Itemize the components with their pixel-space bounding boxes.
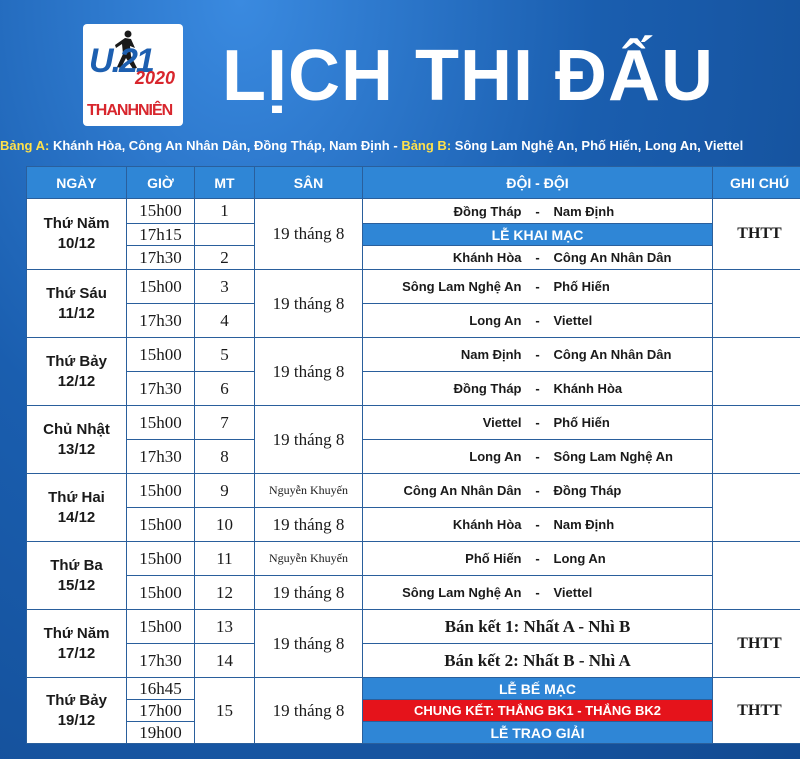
day-name: Thứ Ba [50,556,103,574]
match-cell [363,270,713,304]
table-row [27,338,800,372]
table-row [27,678,800,700]
page-title: LỊCH THI ĐẤU [222,36,714,116]
day-cell [27,199,127,270]
note-cell-empty [713,542,800,610]
day-name: Thứ Năm [43,215,110,232]
group-a-teams: Khánh Hòa, Công An Nhân Dân, Đồng Tháp, Nam Định - [49,138,402,153]
team-away: Viettel [553,585,593,600]
day-cell [27,610,127,678]
team-away: Nam Định [553,203,615,219]
table-row [27,199,800,224]
match-cell [363,576,713,610]
venue-cell: 19 tháng 8 [255,508,363,542]
day-date: 19/12 [57,711,96,729]
match-number: 7 [195,406,255,440]
day-name: Thứ Bảy [46,691,107,709]
match-number: 2 [195,246,255,270]
day-name: Thứ Sáu [46,284,107,302]
match-cell [363,542,713,576]
time-cell: 15h00 [127,508,195,542]
vs-dash: - [535,279,540,294]
header-mt: MT [195,167,255,199]
semifinal-cell: Bán kết 1: Nhất A - Nhì B [363,610,713,644]
match-cell [363,372,713,406]
table-row [27,440,800,474]
time-cell: 17h30 [127,644,195,678]
venue-cell: 19 tháng 8 [255,270,363,338]
table-row [27,722,800,744]
time-cell: 17h00 [127,700,195,722]
table-row [27,576,800,610]
table-row [27,304,800,338]
team-home: Viettel [482,415,522,430]
match-number: 10 [195,508,255,542]
time-cell: 17h30 [127,440,195,474]
table-row [27,700,800,722]
team-home: Long An [469,449,522,464]
day-date: 11/12 [58,304,95,322]
time-cell: 15h00 [127,199,195,224]
match-cell [363,199,713,224]
match-cell [363,304,713,338]
header-gio: GIỜ [127,167,195,199]
team-home: Khánh Hòa [452,250,522,265]
logo-name-text: THANHNIÊN [87,102,173,119]
time-cell: 16h45 [127,678,195,700]
time-cell: 15h00 [127,576,195,610]
table-row [27,644,800,678]
team-away: Công An Nhân Dân [553,347,672,362]
day-date: 15/12 [57,576,96,594]
team-home: Sông Lam Nghệ An [402,279,522,294]
team-home: Nam Định [460,347,522,362]
note-cell-empty [713,474,800,542]
group-a-label: Bảng A: [0,138,50,153]
match-number: 9 [195,474,255,508]
table-row [27,474,800,508]
team-home: Khánh Hòa [452,517,522,532]
time-cell: 17h30 [127,372,195,406]
note-cell-empty [713,406,800,474]
day-name: Thứ Năm [43,624,110,642]
time-cell: 17h15 [127,224,195,246]
vs-dash: - [535,313,540,328]
venue-cell: 19 tháng 8 [255,406,363,474]
note-cell: THTT [713,610,800,678]
match-cell [363,474,713,508]
table-row [27,224,800,246]
vs-dash: - [535,347,540,362]
match-number [195,224,255,246]
note-cell: THTT [713,199,800,270]
vs-dash: - [535,415,540,430]
vs-dash: - [535,203,540,219]
match-number: 3 [195,270,255,304]
time-cell: 15h00 [127,338,195,372]
venue-cell: 19 tháng 8 [255,678,363,744]
match-cell [363,406,713,440]
day-date: 13/12 [57,440,96,458]
team-away: Sông Lam Nghệ An [553,449,673,464]
match-number: 4 [195,304,255,338]
day-cell [27,474,127,542]
group-b-teams: Sông Lam Nghệ An, Phố Hiến, Long An, Viettel [451,138,744,153]
vs-dash: - [535,381,540,396]
time-cell: 17h30 [127,246,195,270]
match-cell [363,246,713,270]
day-date: 14/12 [57,508,96,526]
note-cell-empty [713,270,800,338]
day-name: Thứ Hai [48,488,105,506]
day-date: 17/12 [57,644,96,662]
team-home: Đồng Tháp [453,381,522,396]
venue-cell: Nguyễn Khuyến [255,474,363,508]
match-cell [363,338,713,372]
u21-logo [83,24,183,126]
match-number: 8 [195,440,255,474]
opening-ceremony-band: LỄ KHAI MẠC [363,224,713,246]
vs-dash: - [535,449,540,464]
venue-cell: 19 tháng 8 [255,338,363,406]
table-row [27,270,800,304]
team-away: Nam Định [553,517,615,532]
match-number: 11 [195,542,255,576]
vs-dash: - [535,517,540,532]
team-away: Phố Hiến [553,415,610,430]
schedule-table [26,166,800,744]
day-name: Chủ Nhật [43,420,110,438]
match-number: 6 [195,372,255,406]
table-row [27,372,800,406]
vs-dash: - [535,483,540,498]
table-row [27,246,800,270]
note-cell-empty [713,338,800,406]
time-cell: 15h00 [127,474,195,508]
time-cell: 15h00 [127,406,195,440]
header-ghichu: GHI CHÚ [713,167,800,199]
day-cell [27,406,127,474]
time-cell: 17h30 [127,304,195,338]
venue-cell: 19 tháng 8 [255,199,363,270]
time-cell: 19h00 [127,722,195,744]
match-number: 13 [195,610,255,644]
group-b-label: Bảng B: [401,138,452,153]
time-cell: 15h00 [127,270,195,304]
team-away: Công An Nhân Dân [553,250,672,265]
match-number: 15 [195,678,255,744]
final-match-band: CHUNG KẾT: THẮNG BK1 - THẮNG BK2 [363,700,713,722]
day-cell [27,270,127,338]
match-number: 5 [195,338,255,372]
logo-u21-text: U.21 [89,42,153,80]
table-header-row [27,167,800,199]
day-date: 10/12 [57,235,96,252]
header-doi: ĐỘI - ĐỘI [363,167,713,199]
table-row [27,610,800,644]
match-number: 14 [195,644,255,678]
match-number: 12 [195,576,255,610]
team-away: Phố Hiến [553,279,610,294]
time-cell: 15h00 [127,610,195,644]
match-cell [363,508,713,542]
team-away: Khánh Hòa [553,381,623,396]
day-cell [27,542,127,610]
day-cell [27,338,127,406]
team-home: Long An [469,313,522,328]
vs-dash: - [535,585,540,600]
match-cell [363,440,713,474]
team-home: Phố Hiến [465,551,522,566]
team-away: Viettel [553,313,593,328]
team-home: Sông Lam Nghệ An [402,585,522,600]
team-home: Đồng Tháp [453,203,522,219]
match-number: 1 [195,199,255,224]
closing-ceremony-band: LỄ BẾ MẠC [363,678,713,700]
vs-dash: - [535,551,540,566]
note-cell: THTT [713,678,800,744]
table-row [27,508,800,542]
header-san: SÂN [255,167,363,199]
team-home: Công An Nhân Dân [403,483,522,498]
venue-cell: 19 tháng 8 [255,576,363,610]
time-cell: 15h00 [127,542,195,576]
group-listing [0,138,800,160]
semifinal-cell: Bán kết 2: Nhất B - Nhì A [363,644,713,678]
logo-year-text: 2020 [135,68,176,88]
vs-dash: - [535,250,540,265]
award-ceremony-band: LỄ TRAO GIẢI [363,722,713,744]
header-ngay: NGÀY [27,167,127,199]
team-away: Đồng Tháp [553,483,622,498]
table-row [27,406,800,440]
venue-cell: 19 tháng 8 [255,610,363,678]
venue-cell: Nguyễn Khuyến [255,542,363,576]
day-date: 12/12 [57,372,96,390]
team-away: Long An [553,551,606,566]
table-row [27,542,800,576]
day-name: Thứ Bảy [46,352,107,370]
day-cell [27,678,127,744]
